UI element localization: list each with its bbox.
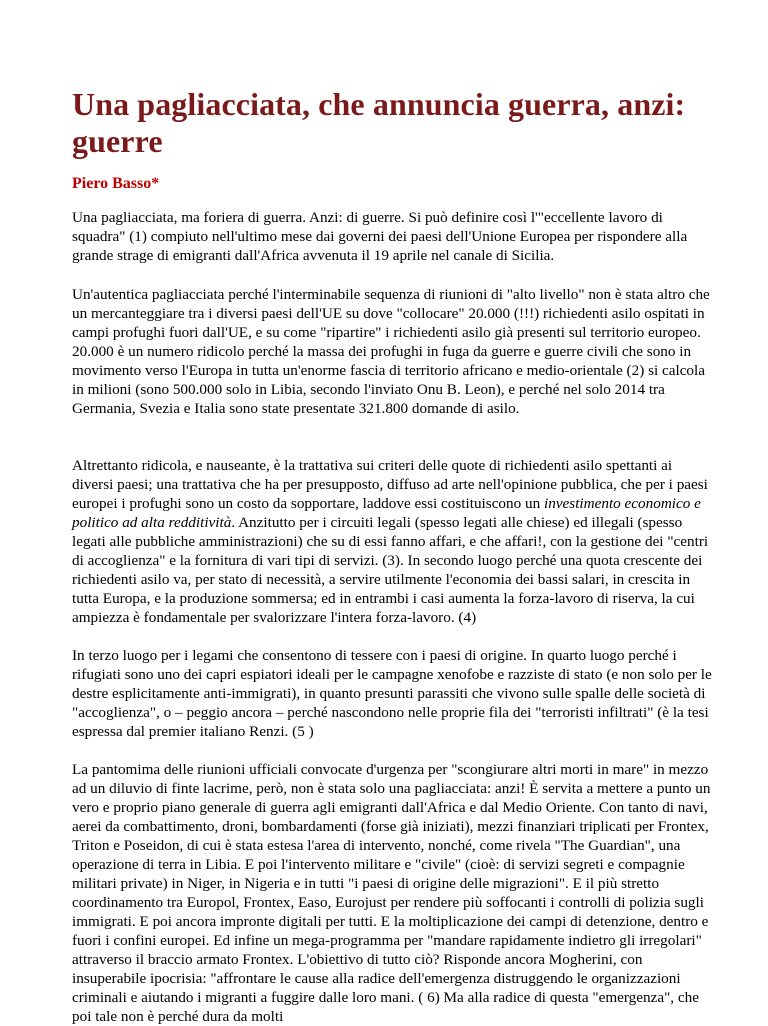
paragraph-3-emphasis: investimento economico e politico ad alta redditività: [72, 495, 701, 531]
paragraph-3-before: Altrettanto ridicola, e nauseante, è la trattativa sui criteri delle quote di richiedenti asilo spettanti ai diversi paesi; una trattativa che ha per presupposto, diffuso ad arte nell'opinione pubblica, che per i paesi europei i profughi sono un costo da sopportare, laddove essi costituiscono un: [72, 457, 708, 512]
paragraph-4: In terzo luogo per i legami che consentono di tessere con i paesi di origine. In quarto luogo perché i rifugiati sono uno dei capri espiatori ideali per le campagne xenofobe e razziste di stato (e non solo per le destre esplicitamente anti-immigrati), in quanto presunti parassiti che vivono sulle spalle delle società di "accoglienza", o – peggio ancora – perché nascondono nelle proprie fila dei "terroristi infiltrati" (è la tesi espressa dal premier italiano Renzi. (5 ): [72, 647, 712, 740]
paragraph-2: Un'autentica pagliacciata perché l'interminabile sequenza di riunioni di "alto livello" non è stata altro che un mercanteggiare tra i diversi paesi dell'UE su dove "collocare" 20.000 (!!!) richiedenti asilo ospitati in campi profughi fuori dall'UE, e su come "ripartire" i richiedenti asilo già presenti sul territorio europeo. 20.000 è un numero ridicolo perché la massa dei profughi in fuga da guerre e guerre civili che sono in movimento verso l'Europa in tutta un'enorme fascia di territorio africano e medio-orientale (2) si calcola in milioni (sono 500.000 solo in Libia, secondo l'inviato Onu B. Leon), e perché nel solo 2014 tra Germania, Svezia e Italia sono state presentate 321.800 domande di asilo.: [72, 286, 710, 417]
document-page: [72, 86, 712, 1026]
paragraph-1: Una pagliacciata, ma foriera di guerra. Anzi: di guerre. Si può definire così l'"eccellente lavoro di squadra" (1) compiuto nell'ultimo mese dai governi dei paesi dell'Unione Europea per rispondere alla grande strage di emigranti dall'Africa avvenuta il 19 aprile nel canale di Sicilia.: [72, 209, 688, 264]
paragraph-3-after: . Anzitutto per i circuiti legali (spesso legati alle chiese) ed illegali (spesso legati alle pubbliche amministrazioni) che su di essi fanno affari, e che affari!, con la gestione dei "centri di accoglienza" e la fornitura di vari tipi di servizi. (3). In secondo luogo perché una quota crescente dei richiedenti asilo va, per stato di necessità, a servire utilmente l'economia dei bassi salari, in crescita in tutta Europa, e la produzione sommersa; ed in entrambi i casi aumenta la forza-lavoro di riserva, la cui ampiezza è fondamentale per svalorizzare l'intera forza-lavoro. (4): [72, 514, 709, 626]
article-author: Piero Basso*: [72, 175, 160, 192]
paragraph-3: [72, 456, 712, 627]
paragraph-5: La pantomima delle riunioni ufficiali convocate d'urgenza per "scongiurare altri morti in mare" in mezzo ad un diluvio di finte lacrime, però, non è stata solo una pagliacciata: anzi! È servita a mettere a punto un vero e proprio piano generale di guerra agli emigranti dall'Africa e dal Medio Oriente. Con tanto di navi, aerei da combattimento, droni, bombardamenti (forse già iniziati), mezzi finanziari triplicati per Frontex, Triton e Poseidon, di cui è stata estesa l'area di intervento, nonché, come rivela "The Guardian", una operazione di terra in Libia. E poi l'intervento militare e "civile" (cioè: di servizi segreti e compagnie militari private) in Niger, in Nigeria e in tutti "i paesi di origine delle migrazioni". E il più stretto coordinamento tra Europol, Frontex, Easo, Eurojust per rendere più soffocanti i controlli di polizia sugli immigrati. E poi ancora impronte digitali per tutti. E la moltiplicazione dei campi di detenzione, dentro e fuori i confini europei. Ed infine un mega-programma per "mandare rapidamente indietro gli irregolari" attraverso il braccio armato Frontex. L'obiettivo di tutto ciò? Risponde ancora Mogherini, con insuperabile ipocrisia: "affrontare le cause alla radice dell'emergenza distruggendo le organizzazioni criminali e aiutando i migranti a fuggire dalle loro mani. ( 6) Ma alla radice di questa "emergenza", che poi tale non è perché dura da molti: [72, 761, 711, 1025]
article-title: Una pagliacciata, che annuncia guerra, anzi: guerre: [72, 86, 686, 159]
